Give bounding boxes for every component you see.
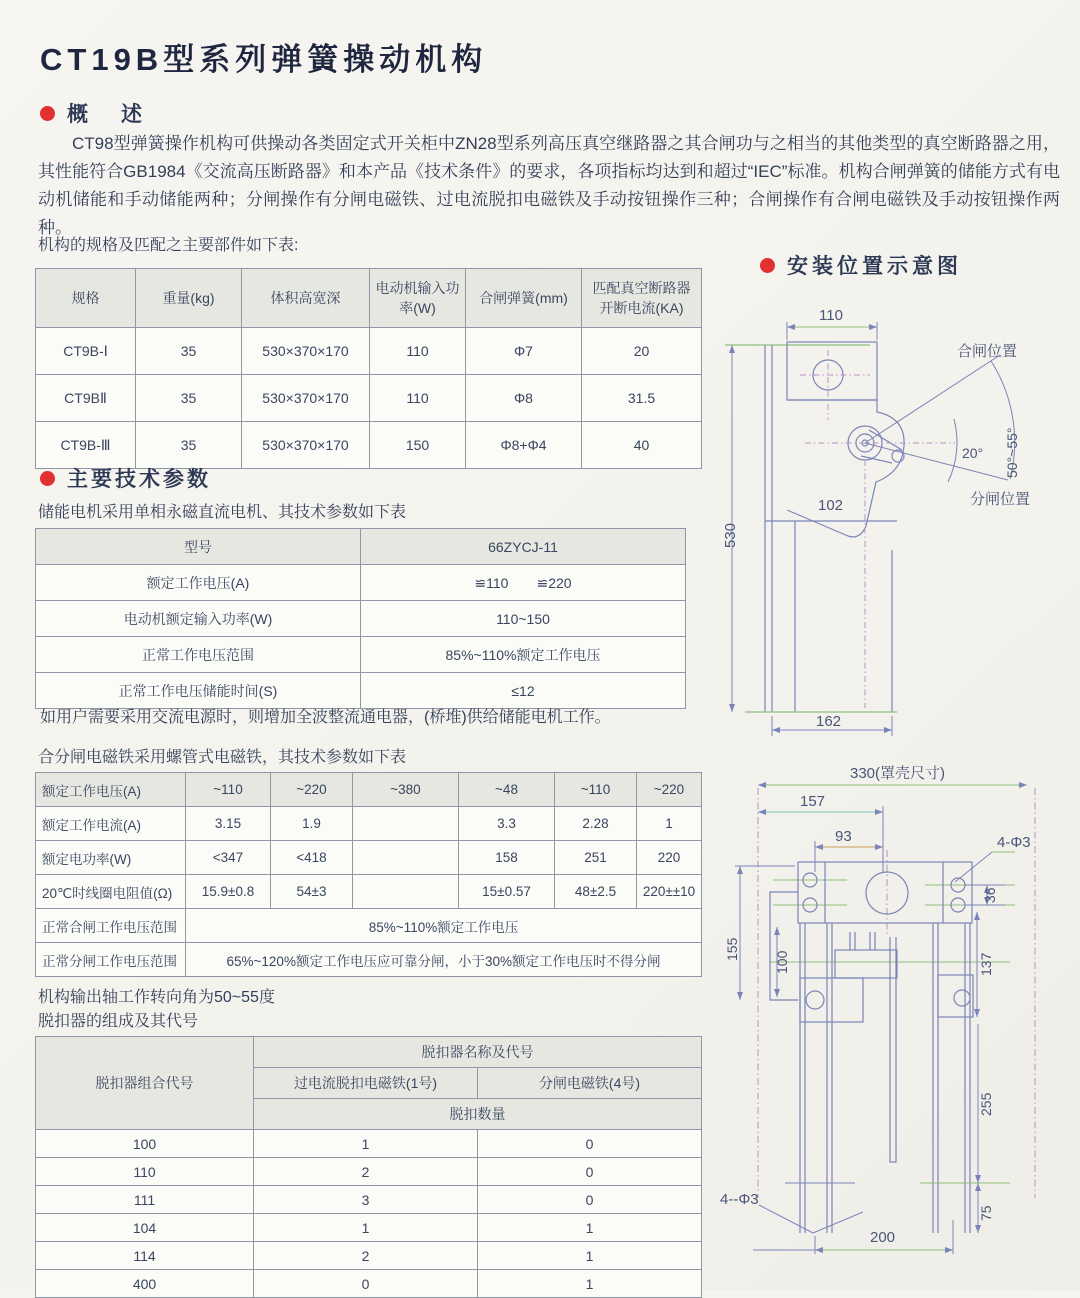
solenoid-cell: 158 — [459, 841, 555, 875]
solenoid-cell: ~110 — [186, 773, 271, 807]
solenoid-cell: 15±0.57 — [459, 875, 555, 909]
spec-col-header: 匹配真空断路器开断电流(KA) — [582, 269, 702, 328]
dim-75-label: 75 — [978, 1205, 994, 1221]
spec-cell: 530×370×170 — [242, 375, 370, 422]
dim-162-label: 162 — [816, 713, 842, 730]
solenoid-cell: 251 — [555, 841, 637, 875]
solenoid-cell: 48±2.5 — [555, 875, 637, 909]
trip-cell: 0 — [478, 1130, 702, 1158]
trip-cell: 1 — [254, 1130, 478, 1158]
solenoid-cell: 15.9±0.8 — [186, 875, 271, 909]
table-row — [36, 328, 702, 375]
table-row — [36, 637, 686, 673]
spec-col-header: 电动机输入功率(W) — [370, 269, 466, 328]
dim-530-label: 530 — [722, 522, 739, 548]
spec-cell: 530×370×170 — [242, 422, 370, 469]
trip-cell: 2 — [254, 1242, 478, 1270]
trip-cell: 1 — [478, 1242, 702, 1270]
spec-col-header: 规格 — [36, 269, 136, 328]
dim-157-label: 157 — [800, 793, 826, 810]
table-row — [36, 1242, 702, 1270]
spec-cell: Φ7 — [466, 328, 582, 375]
solenoid-cell: 1 — [637, 807, 702, 841]
page-title: CT19B型系列弹簧操动机构 — [40, 42, 488, 77]
trip-cell: 1 — [478, 1270, 702, 1298]
trip-cell: 104 — [36, 1214, 254, 1242]
motor-cell: 正常工作电压储能时间(S) — [36, 673, 361, 709]
dim-93-label: 93 — [835, 828, 852, 845]
overview-paragraph: CT98型弹簧操作机构可供操动各类固定式开关柜中ZN28型系列高压真空继路器之其合闸功与之相当的其他类型的真空断路器之用，其性能符合GB1984《交流高压断路器》和本产品《技术条件》的要求，各项指标均达到和超过“IEC”标准。机构合闸弹簧的储能方式有电动机储能和手动储能两种；分闸操作有分闸电磁铁、过电流脱扣电磁铁及手动按钮操作三种；合闸操作有合闸电磁铁及手动按钮操作两种。 — [38, 134, 1060, 237]
trip-cell: 1 — [254, 1214, 478, 1242]
mechanism-outline — [725, 342, 904, 712]
solenoid-cell — [353, 875, 459, 909]
trip-sub-header: 过电流脱扣电磁铁(1号) — [254, 1068, 478, 1099]
solenoid-cell — [353, 807, 459, 841]
trip-table-caption: 脱扣器的组成及其代号 — [38, 1013, 199, 1030]
diagram-heading-text: 安装位置示意图 — [787, 255, 962, 278]
solenoid-cell: 1.9 — [271, 807, 353, 841]
red-bullet-icon — [40, 106, 55, 121]
spec-col-header: 重量(kg) — [136, 269, 242, 328]
table-row — [36, 1270, 702, 1298]
solenoid-cell — [353, 841, 459, 875]
front-view-drawing — [715, 762, 1075, 1274]
solenoid-cell: 正常合闸工作电压范围 — [36, 909, 186, 943]
table-row — [36, 529, 686, 565]
motor-cell: 110~150 — [361, 601, 686, 637]
table-row — [36, 773, 702, 807]
red-bullet-icon — [40, 471, 55, 486]
motor-cell: ≌110 ≌220 — [361, 565, 686, 601]
dim-102-label: 102 — [818, 497, 844, 514]
spec-cell: 40 — [582, 422, 702, 469]
table-row — [36, 807, 702, 841]
spec-cell: CT9B-Ⅲ — [36, 422, 136, 469]
motor-cell: 型号 — [36, 529, 361, 565]
trip-cell: 100 — [36, 1130, 254, 1158]
open-position-label: 分闸位置 — [970, 491, 1031, 508]
motor-cell: 电动机额定输入功率(W) — [36, 601, 361, 637]
table-row — [36, 1158, 702, 1186]
overview-section-heading — [40, 98, 148, 128]
angle-sector — [865, 355, 1015, 482]
solenoid-table — [35, 772, 702, 977]
solenoid-cell: 220±±10 — [637, 875, 702, 909]
overview-heading-text: 概 述 — [67, 103, 148, 126]
motor-cell: 66ZYCJ-11 — [361, 529, 686, 565]
table-row — [36, 1214, 702, 1242]
motor-table-caption: 储能电机采用单相永磁直流电机、其技术参数如下表 — [38, 504, 407, 521]
close-position-label: 合闸位置 — [957, 343, 1018, 360]
dim-36-label: 36 — [982, 887, 998, 903]
trip-cell: 0 — [478, 1186, 702, 1214]
table-row — [36, 1037, 702, 1068]
solenoid-cell: ~48 — [459, 773, 555, 807]
spec-table — [35, 268, 702, 469]
trip-sub-header: 分闸电磁铁(4号) — [478, 1068, 702, 1099]
table-row — [36, 565, 686, 601]
red-bullet-icon — [760, 258, 775, 273]
solenoid-cell: ~380 — [353, 773, 459, 807]
angle-20-label: 20° — [962, 445, 984, 461]
trip-cell: 2 — [254, 1158, 478, 1186]
solenoid-cell: ~220 — [637, 773, 702, 807]
table-row — [36, 375, 702, 422]
solenoid-cell: 85%~110%额定工作电压 — [186, 909, 702, 943]
spec-cell: 110 — [370, 375, 466, 422]
trip-cell: 0 — [478, 1158, 702, 1186]
solenoid-cell: 3.3 — [459, 807, 555, 841]
table-row — [36, 875, 702, 909]
spec-cell: CT9B-Ⅰ — [36, 328, 136, 375]
table-row — [36, 841, 702, 875]
solenoid-cell: ~220 — [271, 773, 353, 807]
trip-cell: 3 — [254, 1186, 478, 1214]
table-row — [36, 1130, 702, 1158]
side-view-drawing — [720, 300, 1050, 750]
motor-cell: ≤12 — [361, 673, 686, 709]
dim-137-label: 137 — [978, 952, 994, 976]
spec-cell: Φ8 — [466, 375, 582, 422]
tech-section-heading — [40, 463, 211, 493]
solenoid-cell: <418 — [271, 841, 353, 875]
spec-cell: CT9BⅡ — [36, 375, 136, 422]
solenoid-cell: 额定工作电流(A) — [36, 807, 186, 841]
solenoid-cell: <347 — [186, 841, 271, 875]
dim-155-label: 155 — [724, 937, 740, 961]
table-row — [36, 601, 686, 637]
dim-255-label: 255 — [978, 1092, 994, 1116]
housing-outline — [770, 862, 973, 1233]
holes-top-label: 4-Φ3 — [997, 834, 1031, 851]
spec-cell: 31.5 — [582, 375, 702, 422]
motor-table — [35, 528, 686, 709]
table-row — [36, 943, 702, 977]
trip-cell: 1 — [478, 1214, 702, 1242]
angle-note: 机构输出轴工作转向角为50~55度 — [38, 989, 275, 1006]
solenoid-cell: 额定电功率(W) — [36, 841, 186, 875]
table-row — [36, 422, 702, 469]
solenoid-cell: 20℃时线圈电阻值(Ω) — [36, 875, 186, 909]
trip-table — [35, 1036, 702, 1298]
solenoid-cell: 2.28 — [555, 807, 637, 841]
spec-table-caption: 机构的规格及匹配之主要部件如下表: — [38, 237, 299, 254]
table-row — [36, 909, 702, 943]
dim-110-label: 110 — [819, 307, 843, 324]
spec-cell: 110 — [370, 328, 466, 375]
solenoid-cell: ~110 — [555, 773, 637, 807]
solenoid-cell: 220 — [637, 841, 702, 875]
spec-col-header: 合闸弹簧(mm) — [466, 269, 582, 328]
solenoid-table-caption: 合分闸电磁铁采用螺管式电磁铁，其技术参数如下表 — [38, 749, 407, 766]
solenoid-cell: 额定工作电压(A) — [36, 773, 186, 807]
dim-100-label: 100 — [774, 950, 790, 974]
spec-cell: 20 — [582, 328, 702, 375]
motor-cell: 正常工作电压范围 — [36, 637, 361, 673]
spec-cell: 35 — [136, 328, 242, 375]
spec-cell: Φ8+Φ4 — [466, 422, 582, 469]
solenoid-cell: 正常分闸工作电压范围 — [36, 943, 186, 977]
motor-cell: 额定工作电压(A) — [36, 565, 361, 601]
trip-cell: 111 — [36, 1186, 254, 1214]
dimension-lines — [735, 785, 1027, 1254]
angle-range-label: 50°~55° — [1004, 427, 1020, 478]
trip-group-header: 脱扣器名称及代号 — [254, 1037, 702, 1068]
motor-note: 如用户需要采用交流电源时，则增加全波整流通电器，(桥堆)供给储能电机工作。 — [40, 709, 611, 726]
dim-330-label: 330(罩壳尺寸) — [850, 765, 946, 782]
trip-cell: 114 — [36, 1242, 254, 1270]
spec-cell: 35 — [136, 422, 242, 469]
trip-cell: 110 — [36, 1158, 254, 1186]
trip-cell: 400 — [36, 1270, 254, 1298]
dim-200-label: 200 — [870, 1229, 896, 1246]
spec-cell: 35 — [136, 375, 242, 422]
trip-col1-header: 脱扣器组合代号 — [36, 1037, 254, 1130]
diagram-section-heading — [760, 250, 962, 280]
motor-cell: 85%~110%额定工作电压 — [361, 637, 686, 673]
tech-heading-text: 主要技术参数 — [67, 468, 211, 491]
solenoid-cell: 54±3 — [271, 875, 353, 909]
spec-cell: 150 — [370, 422, 466, 469]
dimension-lines — [732, 322, 892, 736]
spec-col-header: 体积高宽深 — [242, 269, 370, 328]
trip-qty-header: 脱扣数量 — [254, 1099, 702, 1130]
table-row — [36, 1186, 702, 1214]
solenoid-cell: 3.15 — [186, 807, 271, 841]
holes-bottom-label: 4--Φ3 — [720, 1191, 759, 1208]
trip-cell: 0 — [254, 1270, 478, 1298]
spec-cell: 530×370×170 — [242, 328, 370, 375]
solenoid-cell: 65%~120%额定工作电压应可靠分闸，小于30%额定工作电压时不得分闸 — [186, 943, 702, 977]
